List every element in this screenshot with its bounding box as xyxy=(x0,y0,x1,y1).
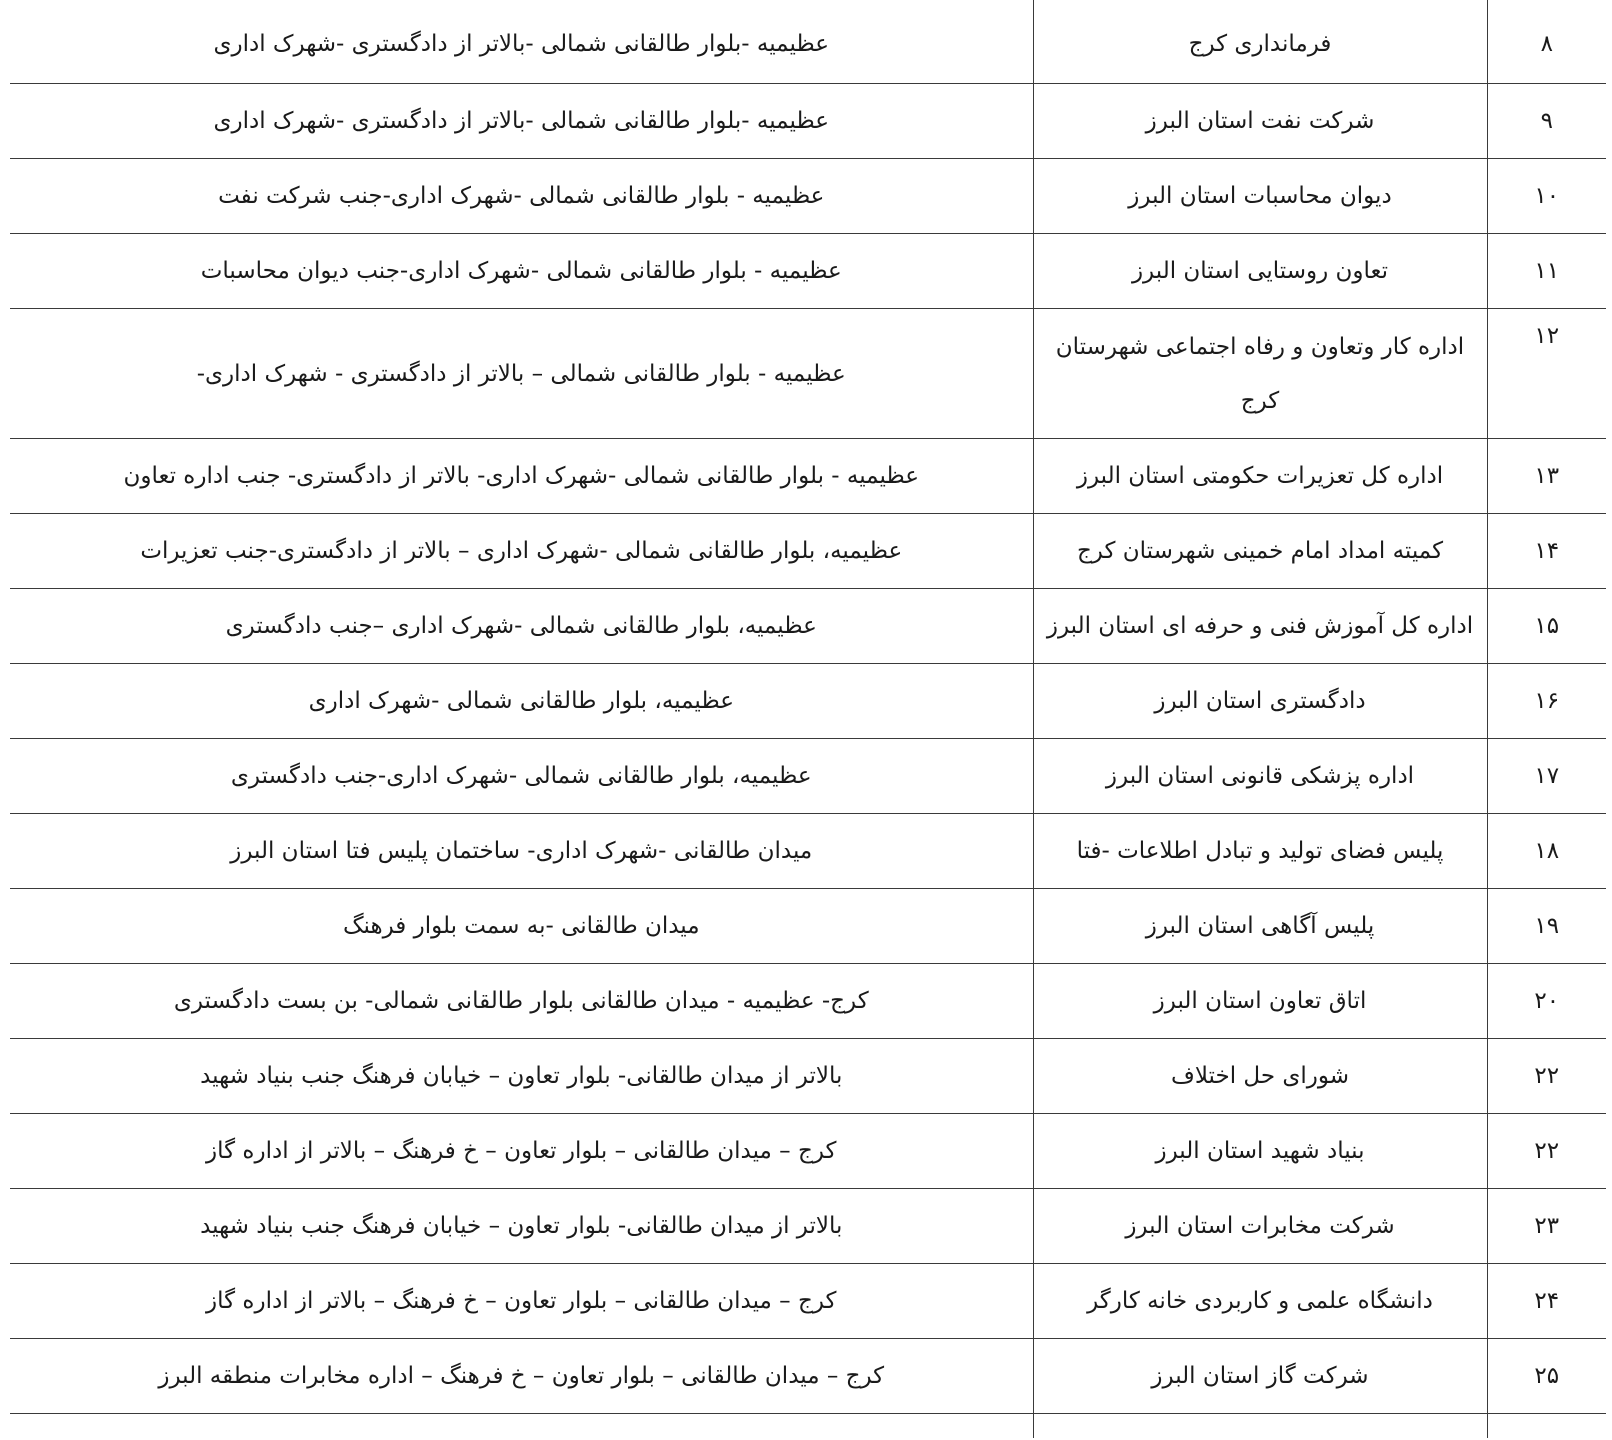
table-row xyxy=(10,664,1606,739)
office-address: عظیمیه -بلوار طالقانی شمالی -بالاتر از دادگستری -شهرک اداری xyxy=(10,84,1033,159)
office-name: فرمانداری کرج xyxy=(1033,0,1487,84)
office-name: کمیته امداد امام خمینی شهرستان کرج xyxy=(1033,514,1487,589)
office-name: اداره کل آموزش فنی و حرفه ای استان البرز xyxy=(1033,589,1487,664)
table-row xyxy=(10,514,1606,589)
offices-table xyxy=(10,0,1606,1438)
office-address: عظیمیه - بلوار طالقانی شمالی – بالاتر از دادگستری - شهرک اداری- xyxy=(10,309,1033,439)
table-row xyxy=(10,1189,1606,1264)
row-number: ۱۶ xyxy=(1487,664,1606,739)
table-row xyxy=(10,84,1606,159)
office-name: شرکت مخابرات استان البرز xyxy=(1033,1189,1487,1264)
row-number: ۲۲ xyxy=(1487,1039,1606,1114)
row-number: ۱۵ xyxy=(1487,589,1606,664)
office-address: عظیمیه - بلوار طالقانی شمالی -شهرک اداری-جنب دیوان محاسبات xyxy=(10,234,1033,309)
row-number: ۱۲ xyxy=(1487,309,1606,439)
office-name: اتاق تعاون استان البرز xyxy=(1033,964,1487,1039)
office-address: بالاتر از میدان طالقانی- بلوار تعاون – خیابان فرهنگ جنب بنیاد شهید xyxy=(10,1039,1033,1114)
table-row xyxy=(10,1039,1606,1114)
table-row xyxy=(10,739,1606,814)
table-row xyxy=(10,889,1606,964)
table-row-partial xyxy=(10,1414,1606,1438)
row-number: ۲۰ xyxy=(1487,964,1606,1039)
office-address: کرج – میدان طالقانی – بلوار تعاون – خ فرهنگ – بالاتر از اداره گاز xyxy=(10,1264,1033,1339)
table-row xyxy=(10,0,1606,84)
office-name: پلیس آگاهی استان البرز xyxy=(1033,889,1487,964)
table-row xyxy=(10,234,1606,309)
row-number: ۹ xyxy=(1487,84,1606,159)
office-name: اداره کار وتعاون و رفاه اجتماعی شهرستان کرج xyxy=(1033,309,1487,439)
row-number-empty xyxy=(1487,1414,1606,1438)
office-address: میدان طالقانی -به سمت بلوار فرهنگ xyxy=(10,889,1033,964)
office-name: اداره پزشکی قانونی استان البرز xyxy=(1033,739,1487,814)
row-number: ۱۴ xyxy=(1487,514,1606,589)
row-number: ۲۳ xyxy=(1487,1189,1606,1264)
office-address: کرج – میدان طالقانی – بلوار تعاون – خ فرهنگ – بالاتر از اداره گاز xyxy=(10,1114,1033,1189)
table-row xyxy=(10,439,1606,514)
office-address: عظیمیه -بلوار طالقانی شمالی -بالاتر از دادگستری -شهرک اداری xyxy=(10,0,1033,84)
office-name: شورای حل اختلاف xyxy=(1033,1039,1487,1114)
row-number: ۲۵ xyxy=(1487,1339,1606,1414)
row-number: ۲۴ xyxy=(1487,1264,1606,1339)
office-name: شرکت نفت استان البرز xyxy=(1033,84,1487,159)
row-number: ۱۹ xyxy=(1487,889,1606,964)
office-address: کرج- عظیمیه - میدان طالقانی بلوار طالقانی شمالی- بن بست دادگستری xyxy=(10,964,1033,1039)
office-address: بالاتر از میدان طالقانی- بلوار تعاون – خیابان فرهنگ جنب بنیاد شهید xyxy=(10,1189,1033,1264)
table-row xyxy=(10,814,1606,889)
office-name: دادگستری استان البرز xyxy=(1033,664,1487,739)
office-name: تعاون روستایی استان البرز xyxy=(1033,234,1487,309)
table-row xyxy=(10,1264,1606,1339)
office-name: دیوان محاسبات استان البرز xyxy=(1033,159,1487,234)
office-address: میدان طالقانی -شهرک اداری- ساختمان پلیس فتا استان البرز xyxy=(10,814,1033,889)
office-address: عظیمیه - بلوار طالقانی شمالی -شهرک اداری- بالاتر از دادگستری- جنب اداره تعاون xyxy=(10,439,1033,514)
table-row xyxy=(10,159,1606,234)
office-name: بنیاد شهید استان البرز xyxy=(1033,1114,1487,1189)
row-number: ۱۷ xyxy=(1487,739,1606,814)
office-address-empty xyxy=(10,1414,1033,1438)
office-name: اداره کل تعزیرات حکومتی استان البرز xyxy=(1033,439,1487,514)
row-number: ۱۳ xyxy=(1487,439,1606,514)
office-name: شرکت گاز استان البرز xyxy=(1033,1339,1487,1414)
row-number: ۱۰ xyxy=(1487,159,1606,234)
offices-table-container xyxy=(10,0,1606,1438)
table-row xyxy=(10,1339,1606,1414)
row-number: ۱۸ xyxy=(1487,814,1606,889)
office-name: دانشگاه علمی و کاربردی خانه کارگر xyxy=(1033,1264,1487,1339)
table-row xyxy=(10,964,1606,1039)
table-row xyxy=(10,309,1606,439)
office-address: عظیمیه، بلوار طالقانی شمالی -شهرک اداری-جنب دادگستری xyxy=(10,739,1033,814)
table-row xyxy=(10,589,1606,664)
row-number: ۱۱ xyxy=(1487,234,1606,309)
row-number: ۲۲ xyxy=(1487,1114,1606,1189)
office-address: عظیمیه، بلوار طالقانی شمالی -شهرک اداری – بالاتر از دادگستری-جنب تعزیرات xyxy=(10,514,1033,589)
office-address: عظیمیه، بلوار طالقانی شمالی -شهرک اداری –جنب دادگستری xyxy=(10,589,1033,664)
office-address: عظیمیه، بلوار طالقانی شمالی -شهرک اداری xyxy=(10,664,1033,739)
offices-table-body xyxy=(10,0,1606,1438)
office-name: پلیس فضای تولید و تبادل اطلاعات -فتا xyxy=(1033,814,1487,889)
row-number: ۸ xyxy=(1487,0,1606,84)
table-row xyxy=(10,1114,1606,1189)
office-address: کرج – میدان طالقانی – بلوار تعاون – خ فرهنگ – اداره مخابرات منطقه البرز xyxy=(10,1339,1033,1414)
office-name-empty xyxy=(1033,1414,1487,1438)
office-address: عظیمیه - بلوار طالقانی شمالی -شهرک اداری-جنب شرکت نفت xyxy=(10,159,1033,234)
